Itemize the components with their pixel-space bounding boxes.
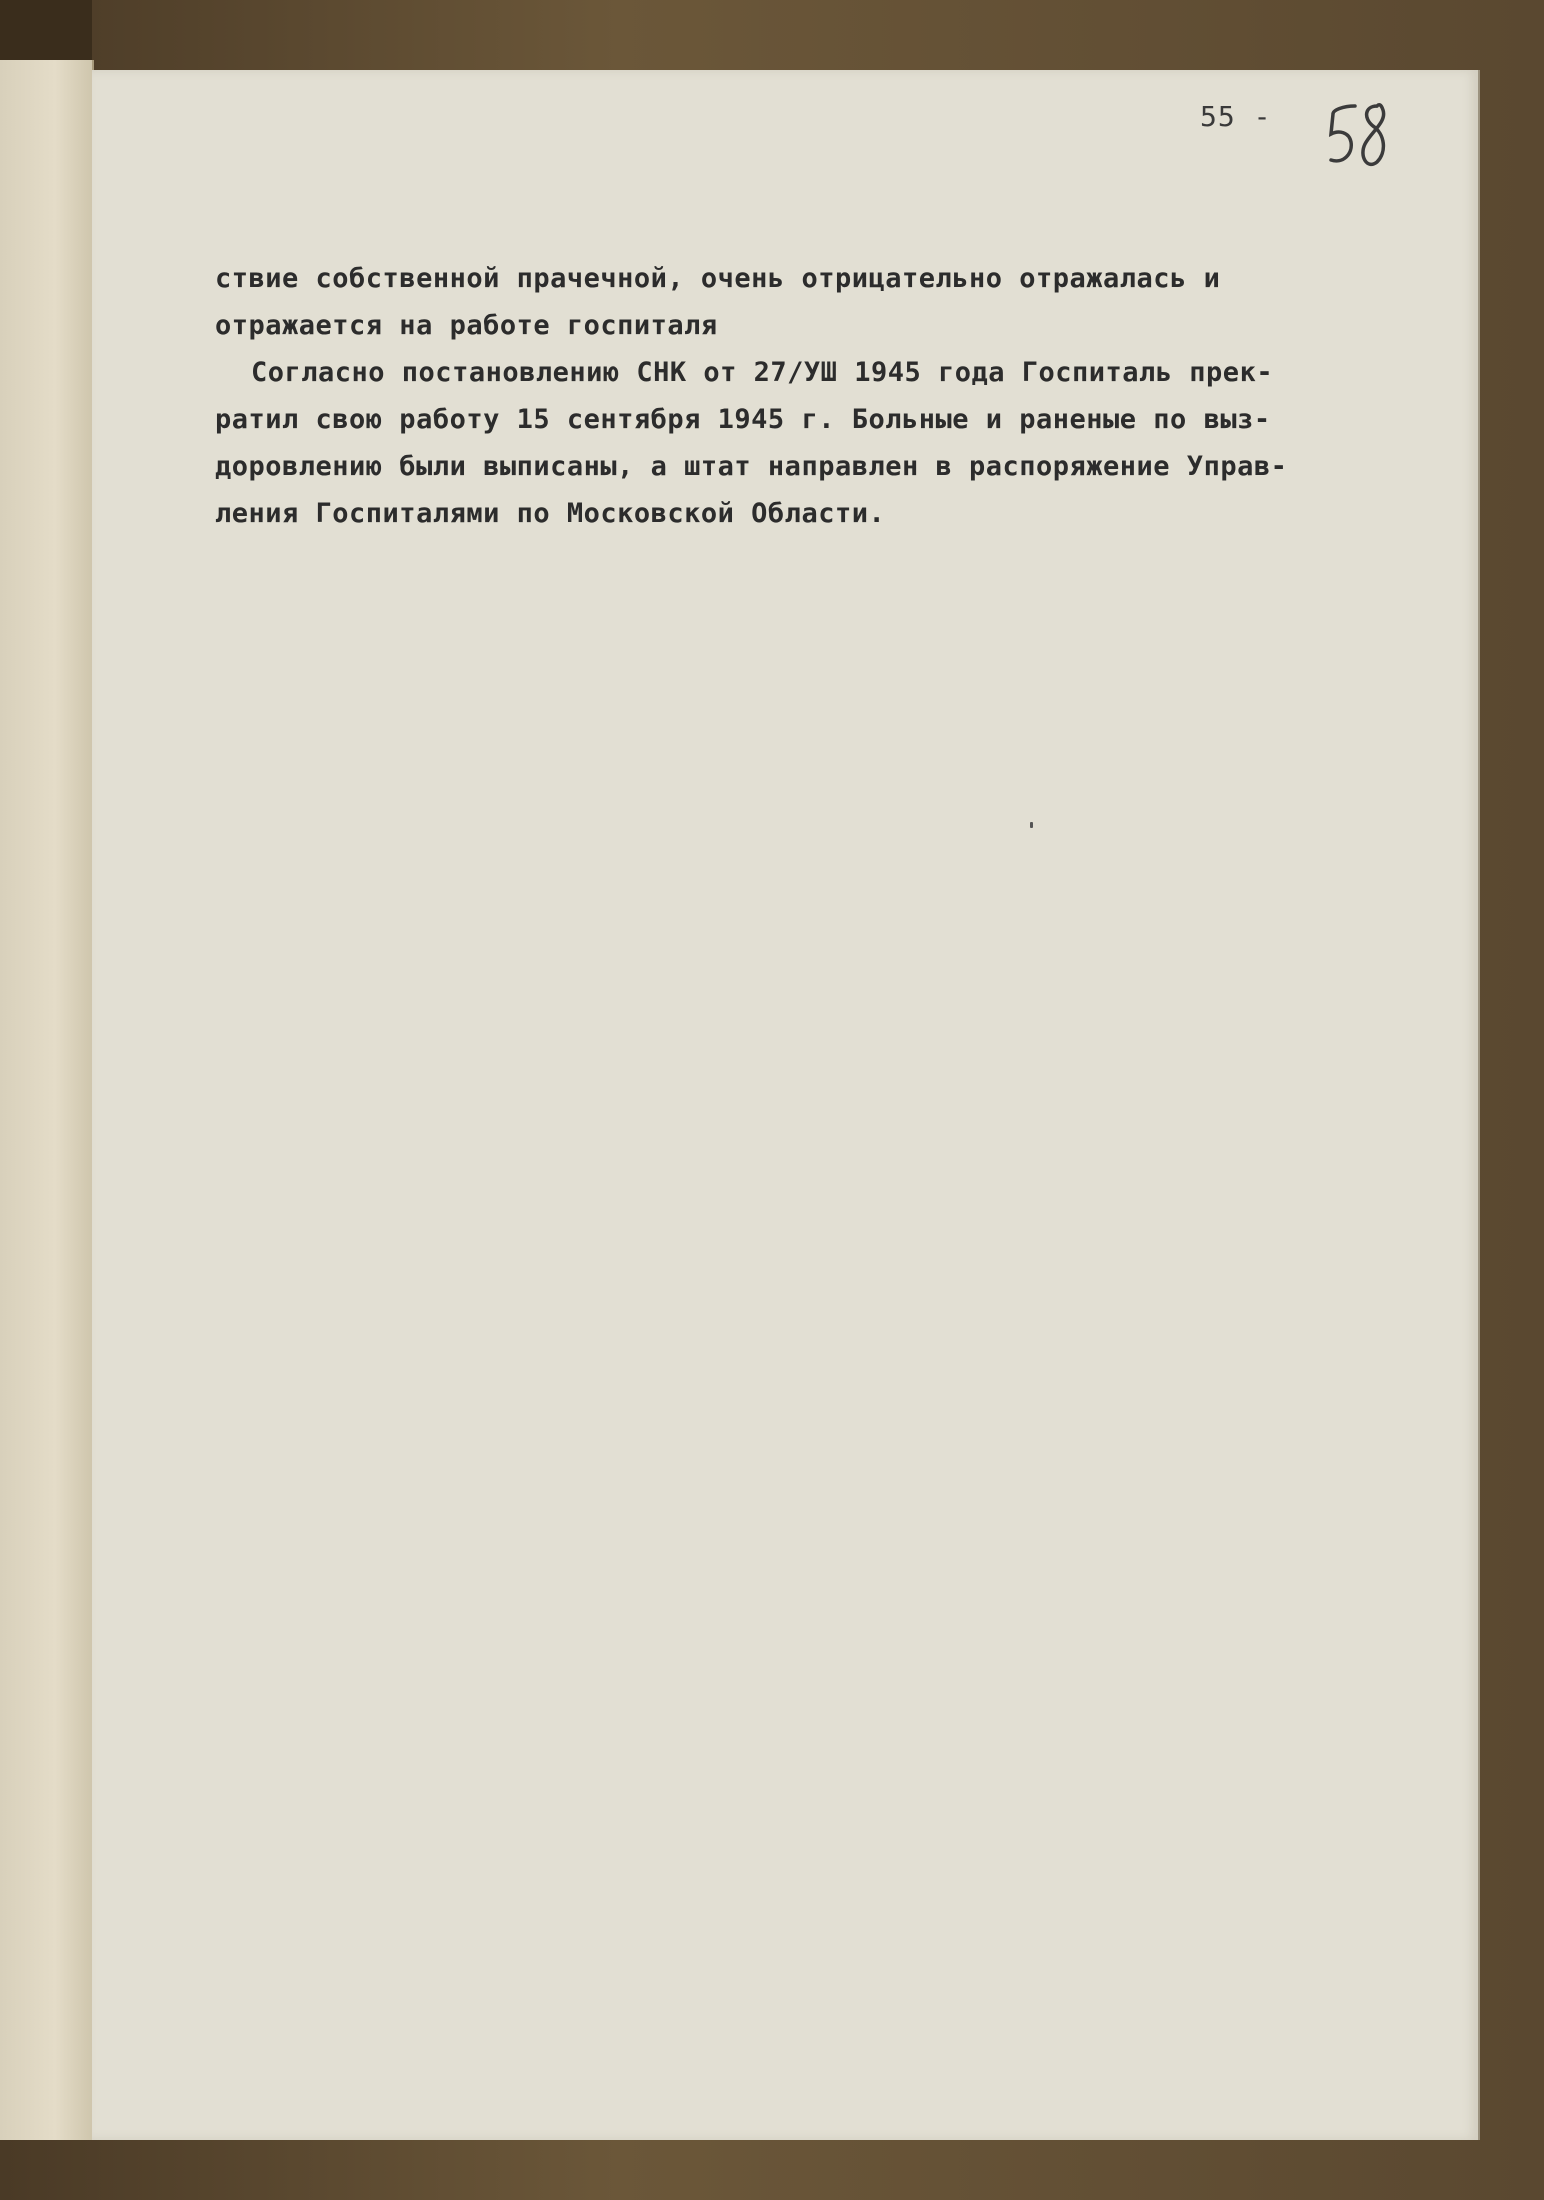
- binding-shadow: [0, 0, 92, 60]
- text-line: Согласно постановлению СНК от 27/УШ 1945 года Госпиталь прек-: [251, 357, 1274, 388]
- text-line: ратил свою работу 15 сентября 1945 г. Больные и раненые по выз-: [215, 404, 1271, 435]
- body-text: [215, 255, 1415, 537]
- text-line: ствие собственной прачечной, очень отрицательно отражалась и: [215, 263, 1221, 294]
- page-number: 55 -: [1200, 100, 1272, 133]
- text-line: ления Госпиталями по Московской Области.: [215, 498, 886, 529]
- previous-page-edge: [0, 60, 94, 2140]
- paper-speck: [1030, 822, 1033, 828]
- handwritten-folio-icon: [1325, 100, 1393, 172]
- text-line: доровлению были выписаны, а штат направлен в распоряжение Управ-: [215, 451, 1288, 482]
- handwritten-folio-number: [1325, 100, 1393, 172]
- text-line: отражается на работе госпиталя: [215, 310, 718, 341]
